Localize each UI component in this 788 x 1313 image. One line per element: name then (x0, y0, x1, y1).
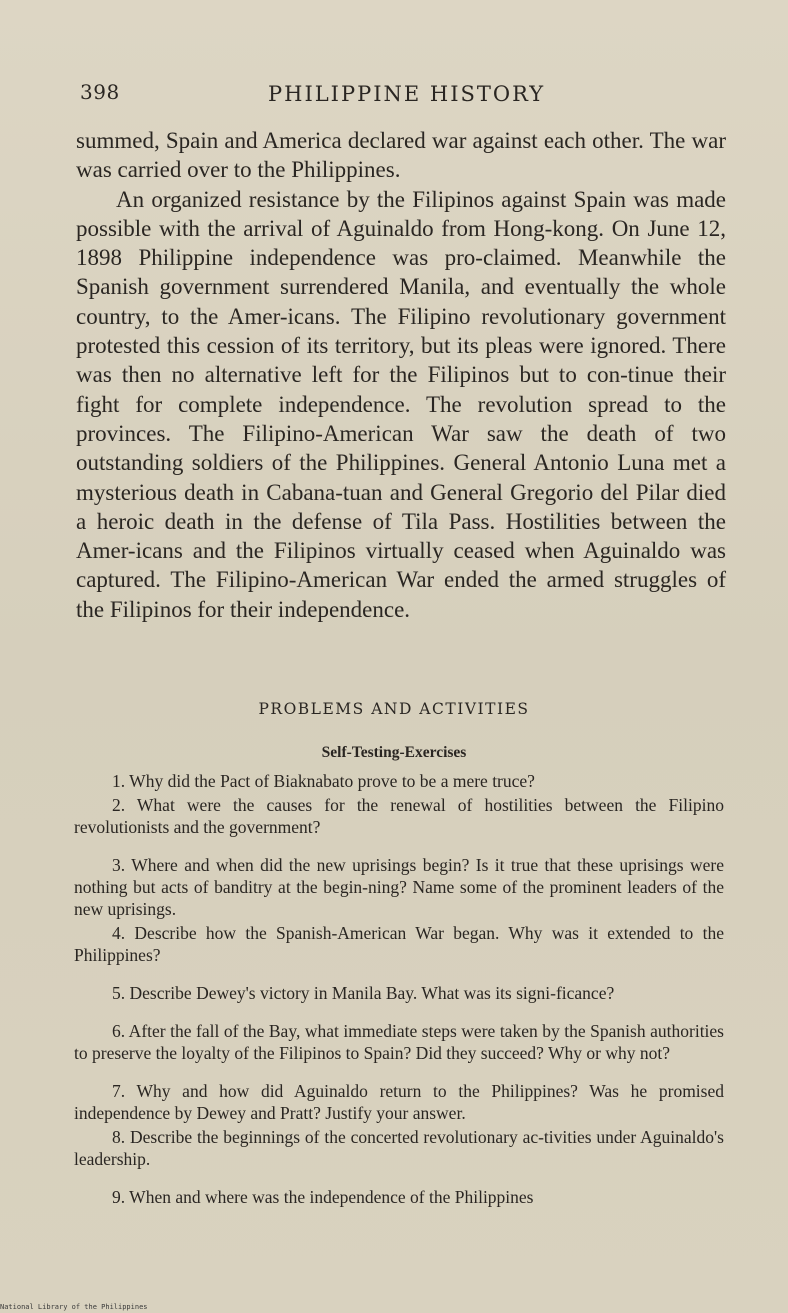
exercise-item: 7. Why and how did Aguinaldo return to the Philippines? Was he promised independence by Dewey and Pratt? Justify your answer. (74, 1081, 724, 1123)
library-watermark: National Library of the Philippines (0, 1303, 148, 1311)
running-head: PHILIPPINE HISTORY (268, 82, 546, 106)
section-subheading: Self-Testing-Exercises (321, 744, 467, 761)
body-text (76, 126, 726, 624)
exercise-item: 2. What were the causes for the renewal of hostilities between the Filipino revolutionists and the government? (74, 795, 724, 837)
exercise-item: 4. Describe how the Spanish-American War began. Why was it extended to the Philippines? (74, 923, 724, 965)
exercise-item: 1. Why did the Pact of Biaknabato prove to be a mere truce? (112, 771, 535, 791)
paragraph: summed, Spain and America declared war against each other. The war was carried over to the Philippines. (76, 128, 726, 183)
exercise-item: 6. After the fall of the Bay, what immediate steps were taken by the Spanish authorities to preserve the loyalty of the Filipinos to Spain? Did they succeed? Why or why not? (74, 1021, 724, 1063)
paragraph: An organized resistance by the Filipinos against Spain was made possible with the arrival of Aguinaldo from Hong-kong. On June 12, 1898 Philippine independence was pro-claimed. Meanwhile the Spanish government surrendered Manila, and eventually the whole country, to the Amer-icans. The Filipino revolutionary government protested this cession of its territory, but its pleas were ignored. There was then no alternative left for the Filipinos but to con-tinue their fight for complete independence. The revolution spread to the provinces. The Filipino-American War saw the death of two outstanding soldiers of the Philippines. General Antonio Luna met a mysterious death in Cabana-tuan and General Gregorio del Pilar died a heroic death in the defense of Tila Pass. Hostilities between the Amer-icans and the Filipinos virtually ceased when Aguinaldo was captured. The Filipino-American War ended the armed struggles of the Filipinos for their independence. (76, 186, 726, 622)
exercise-item: 9. When and where was the independence of the Philippines (112, 1187, 534, 1207)
page-number: 398 (80, 80, 120, 104)
section-heading: PROBLEMS AND ACTIVITIES (258, 700, 530, 718)
exercise-item: 8. Describe the beginnings of the concerted revolutionary ac-tivities under Aguinaldo's leadership. (74, 1127, 724, 1169)
exercise-list (74, 770, 724, 1210)
exercise-item: 5. Describe Dewey's victory in Manila Bay. What was its signi-ficance? (112, 983, 615, 1003)
exercise-item: 3. Where and when did the new uprisings begin? Is it true that these uprisings were nothing but acts of banditry at the begin-ning? Name some of the prominent leaders of the new uprisings. (74, 855, 724, 919)
